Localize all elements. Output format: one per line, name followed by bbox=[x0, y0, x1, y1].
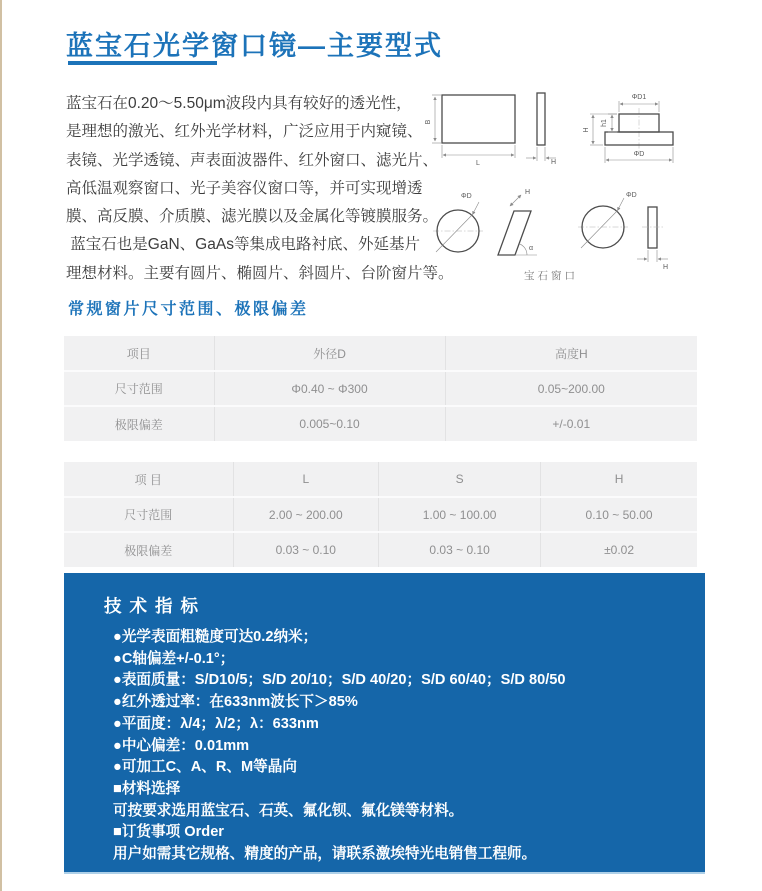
intro-line: 是理想的激光、红外光学材料，广泛应用于内窥镜、 bbox=[66, 123, 423, 141]
table-header-row bbox=[64, 336, 697, 371]
intro-line: 蓝宝石也是GaN、GaAs等集成电路衬底、外延基片 bbox=[66, 236, 420, 254]
dim-label-h1: h1 bbox=[601, 119, 608, 127]
dim-label-wedge-h: H bbox=[525, 189, 531, 196]
page-left-edge bbox=[0, 0, 2, 891]
tech-spec-item: ■订货事项 Order bbox=[113, 824, 224, 841]
table-cell: 0.03 ~ 0.10 bbox=[379, 532, 541, 567]
table-header-row bbox=[64, 462, 697, 497]
intro-line: 高低温观察窗口、光子美容仪窗口等，并可实现增透 bbox=[66, 179, 423, 197]
table-row bbox=[64, 406, 697, 441]
drawing-rect-front-view bbox=[425, 95, 515, 167]
table-cell: +/-0.01 bbox=[445, 406, 697, 441]
page-title: 蓝宝石光学窗口镜—主要型式 bbox=[66, 31, 443, 61]
intro-paragraph bbox=[66, 90, 454, 288]
table-header-cell: 高度H bbox=[445, 336, 697, 371]
table-header-cell: 外径D bbox=[214, 336, 445, 371]
table-header-cell: 项目 bbox=[64, 336, 214, 371]
tech-spec-item: ●C轴偏差+/-0.1°； bbox=[113, 650, 235, 667]
table-header-cell: 项 目 bbox=[64, 462, 233, 497]
table-cell: ±0.02 bbox=[541, 532, 697, 567]
dim-label-step-d: ΦD bbox=[633, 151, 645, 158]
technical-drawings bbox=[425, 85, 762, 290]
table-header-cell: S bbox=[379, 462, 541, 497]
table-cell: 0.03 ~ 0.10 bbox=[233, 532, 379, 567]
tech-specs-panel bbox=[64, 573, 705, 874]
drawing-disc-front-view bbox=[433, 193, 483, 252]
table-cell: 极限偏差 bbox=[64, 532, 233, 567]
table-cell: 尺寸范围 bbox=[64, 497, 233, 532]
table-cell: 0.05~200.00 bbox=[445, 371, 697, 406]
tech-spec-item: 用户如需其它规格、精度的产品，请联系激埃特光电销售工程师。 bbox=[113, 846, 537, 863]
tech-spec-item: ●平面度：λ/4；λ/2；λ：633nm bbox=[113, 715, 319, 732]
title-underline bbox=[68, 61, 217, 65]
tech-spec-item: ●可加工C、A、R、M等晶向 bbox=[113, 759, 297, 776]
dim-label-d1: ΦD1 bbox=[631, 94, 647, 101]
dim-label-disc-d: ΦD bbox=[461, 193, 472, 200]
dim-label-disc2-h: H bbox=[663, 264, 669, 271]
table-cell: 尺寸范围 bbox=[64, 371, 214, 406]
dim-label-step-h: H bbox=[583, 127, 590, 133]
table-header-cell: H bbox=[541, 462, 697, 497]
table-row bbox=[64, 497, 697, 532]
dim-label-l: L bbox=[476, 160, 480, 167]
section-heading: 常规窗片尺寸范围、极限偏差 bbox=[68, 301, 309, 318]
drawing-wedge-side-view bbox=[498, 189, 537, 255]
dim-label-h: H bbox=[551, 159, 557, 166]
dim-label-b: B bbox=[425, 119, 432, 125]
intro-line: 理想材料。主要有圆片、椭圆片、斜圆片、台阶窗片等。 bbox=[66, 264, 454, 282]
drawing-stepped-window bbox=[583, 94, 673, 163]
table-diameter-height bbox=[64, 336, 697, 441]
tech-specs-heading: 技术指标 bbox=[104, 596, 206, 616]
table-cell: 极限偏差 bbox=[64, 406, 214, 441]
tech-specs-list bbox=[113, 627, 705, 866]
table-row bbox=[64, 532, 697, 567]
tech-spec-item: ●中心偏差：0.01mm bbox=[113, 737, 250, 754]
table-row bbox=[64, 371, 697, 406]
table-cell: 0.005~0.10 bbox=[214, 406, 445, 441]
tech-spec-item: ●光学表面粗糙度可达0.2纳米； bbox=[113, 629, 318, 645]
dim-label-disc2-d: ΦD bbox=[626, 192, 637, 199]
drawings-caption: 宝石窗口 bbox=[524, 270, 578, 282]
table-cell: 1.00 ~ 100.00 bbox=[379, 497, 541, 532]
dim-label-alpha: α bbox=[529, 245, 534, 252]
tech-spec-item: ●表面质量：S/D10/5；S/D 20/10；S/D 40/20；S/D 60/40；S/D 80/50 bbox=[113, 672, 566, 689]
tech-spec-item: 可按要求选用蓝宝石、石英、氟化钡、氟化镁等材料。 bbox=[113, 802, 464, 819]
drawing-disc2-side-view bbox=[637, 207, 668, 271]
table-cell: 2.00 ~ 200.00 bbox=[233, 497, 379, 532]
tech-spec-item: ●红外透过率：在633nm波长下＞85% bbox=[113, 694, 358, 711]
intro-line: 膜、高反膜、介质膜、滤光膜以及金属化等镀膜服务。 bbox=[66, 208, 439, 226]
table-lsh bbox=[64, 462, 697, 567]
table-header-cell: L bbox=[233, 462, 379, 497]
tech-spec-item: ■材料选择 bbox=[113, 780, 181, 797]
intro-line: 表镜、光学透镜、声表面波器件、红外窗口、滤光片、 bbox=[66, 151, 439, 169]
intro-line: 蓝宝石在0.20～5.50μm波段内具有较好的透光性， bbox=[66, 95, 412, 112]
table-cell: 0.10 ~ 50.00 bbox=[541, 497, 697, 532]
table-cell: Φ0.40 ~ Φ300 bbox=[214, 371, 445, 406]
drawing-rect-side-view bbox=[526, 93, 556, 166]
drawing-disc2-front-view bbox=[578, 192, 637, 248]
